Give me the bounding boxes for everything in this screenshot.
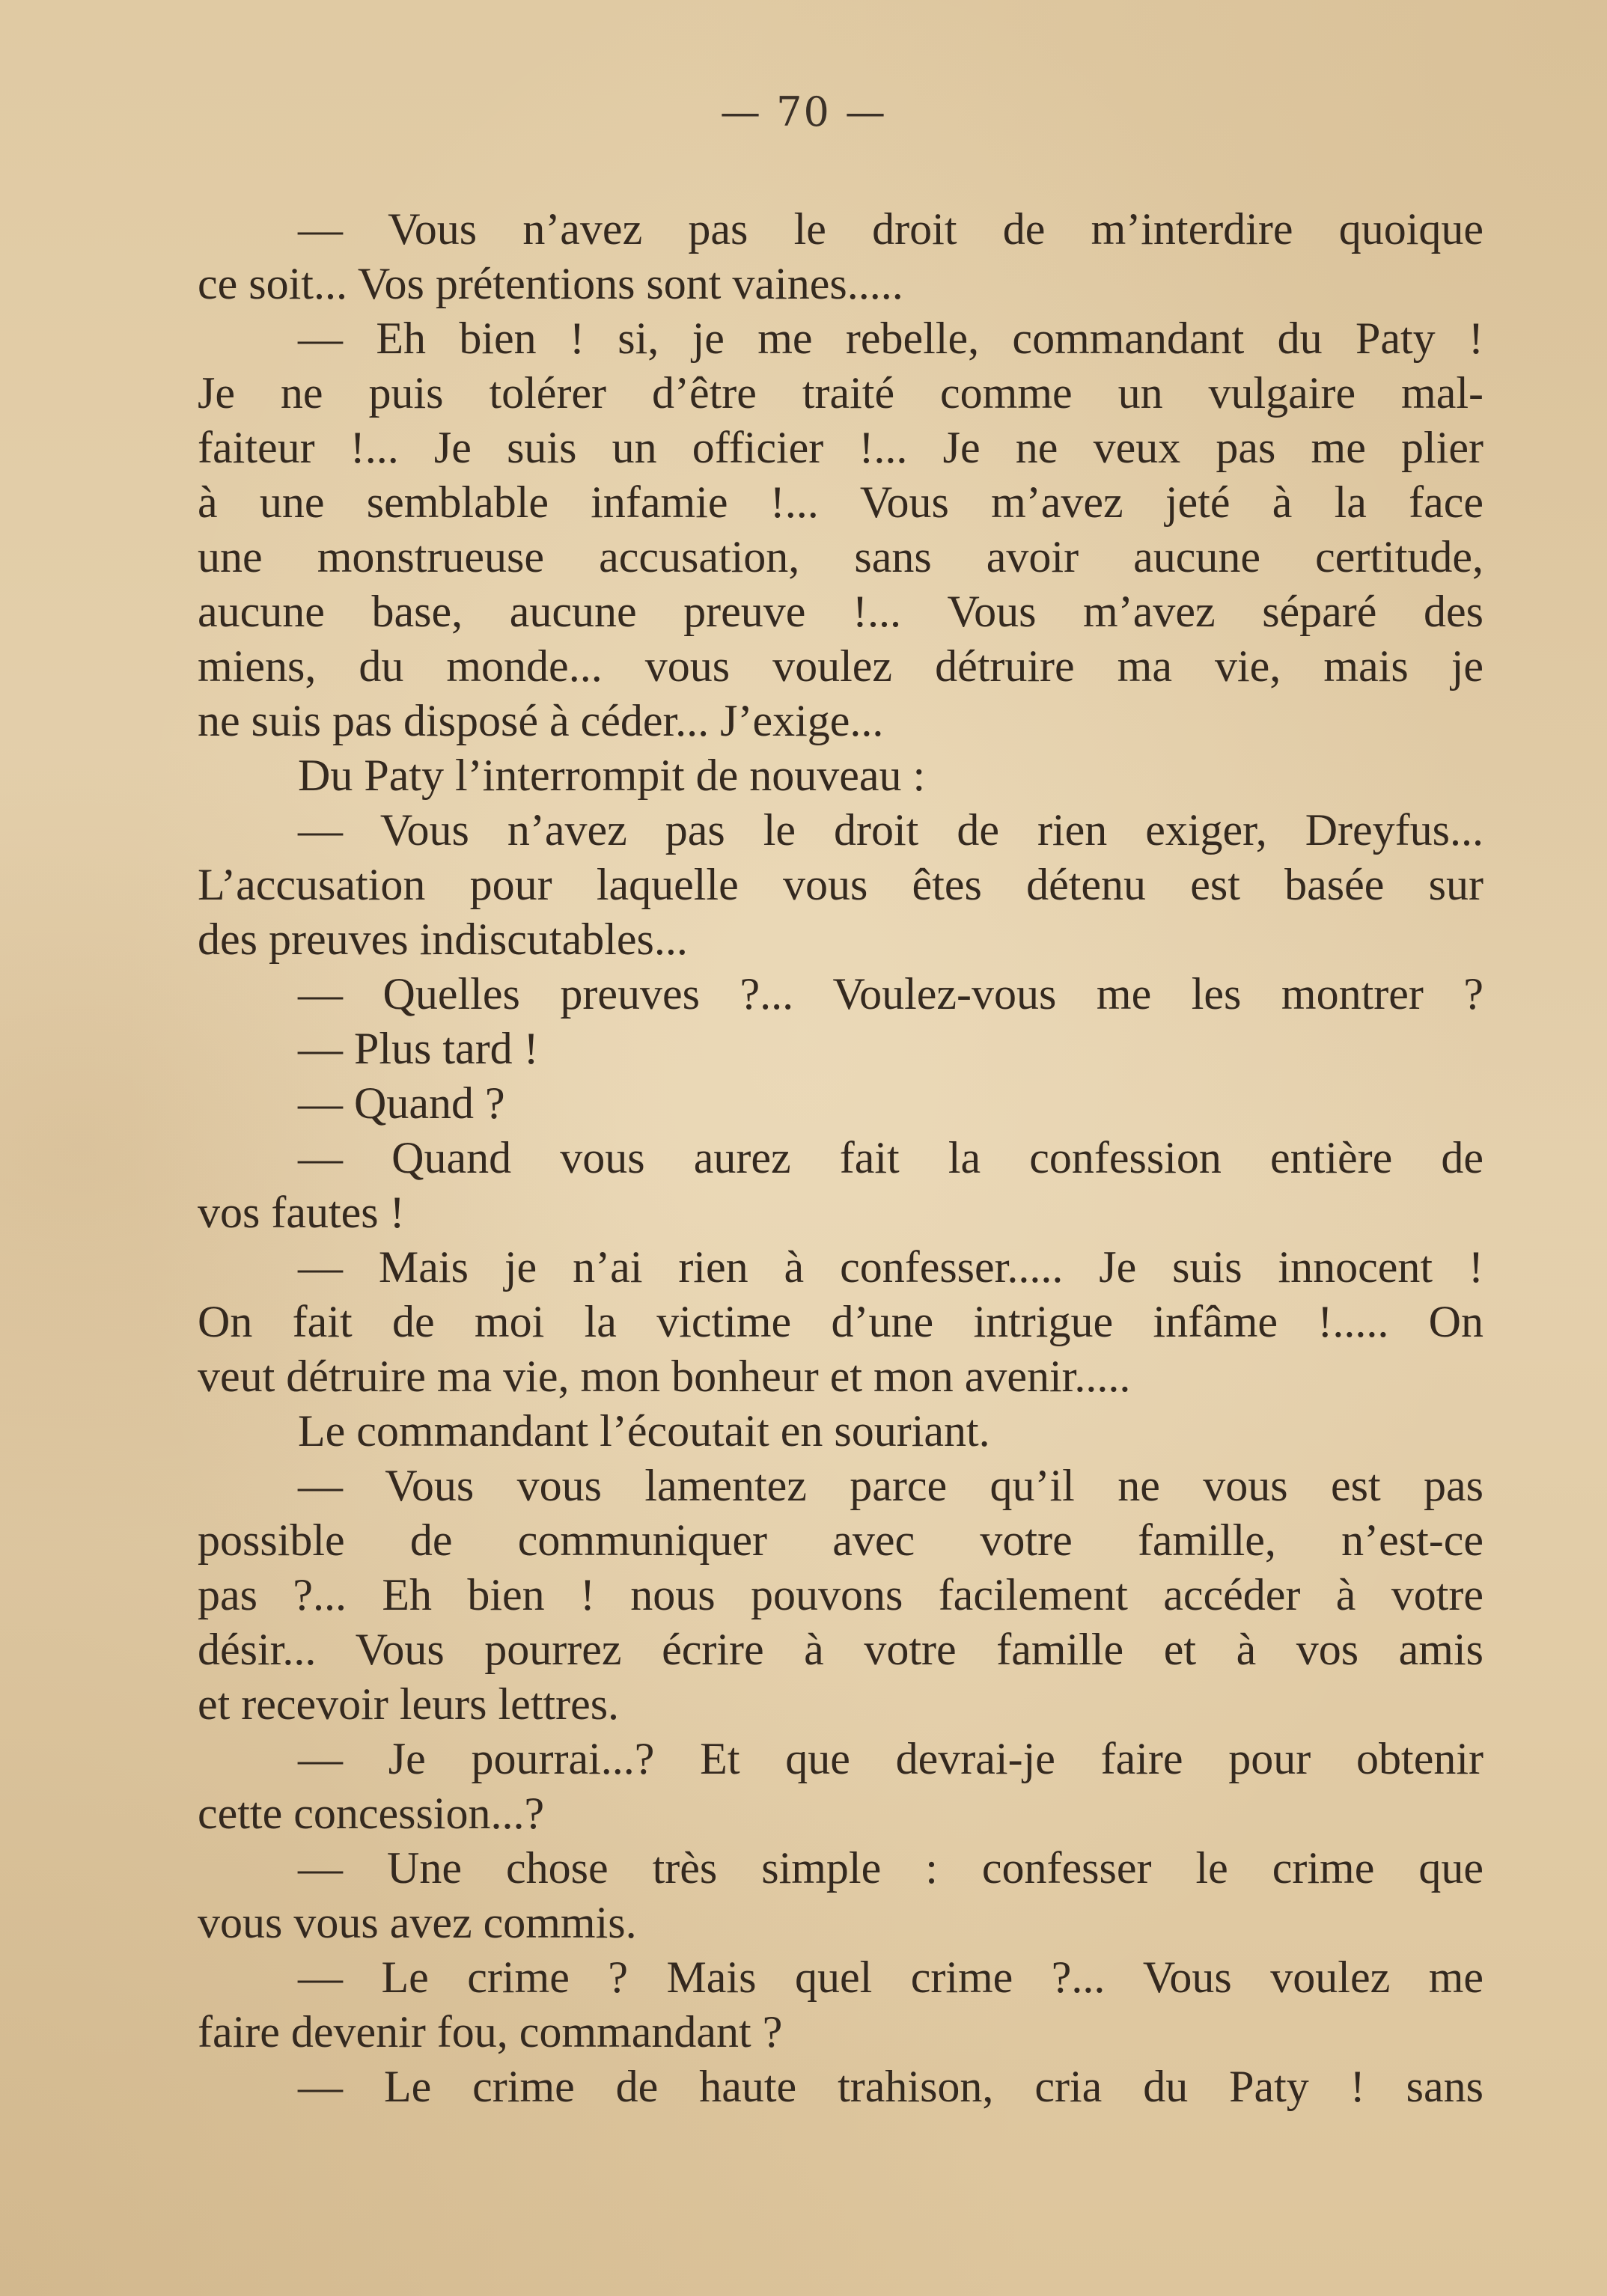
text-line: — Le crime de haute trahison, cria du Paty ! sans: [298, 2062, 1483, 2111]
text-line: des preuves indiscutables...: [198, 915, 688, 964]
text-line: miens, du monde... vous voulez détruire ma vie, mais je: [198, 641, 1483, 691]
text-line: — Plus tard !: [298, 1024, 539, 1073]
text-line: une monstrueuse accusation, sans avoir aucune certitude,: [198, 532, 1483, 581]
page-number: — 70 —: [719, 88, 888, 135]
text-line: Du Paty l’interrompit de nouveau :: [298, 751, 926, 800]
body-text: [198, 202, 1483, 2114]
text-line: — Quand ?: [298, 1078, 505, 1128]
text-line: — Vous n’avez pas le droit de m’interdire quoique: [298, 204, 1483, 254]
text-line: faiteur !... Je suis un officier !... Je ne veux pas me plier: [198, 423, 1483, 472]
text-line: — Eh bien ! si, je me rebelle, commandant du Paty !: [298, 314, 1483, 363]
text-line: Le commandant l’écoutait en souriant.: [298, 1406, 990, 1456]
text-line: — Quand vous aurez fait la confession entière de: [298, 1133, 1483, 1182]
text-line: ne suis pas disposé à céder... J’exige...: [198, 696, 884, 745]
text-line: vos fautes !: [198, 1188, 405, 1237]
text-line: — Vous vous lamentez parce qu’il ne vous est pas: [298, 1461, 1483, 1510]
text-line: veut détruire ma vie, mon bonheur et mon avenir.....: [198, 1352, 1131, 1401]
text-line: possible de communiquer avec votre famille, n’est-ce: [198, 1515, 1483, 1565]
text-line: désir... Vous pourrez écrire à votre famille et à vos amis: [198, 1625, 1483, 1674]
text-line: — Une chose très simple : confesser le crime que: [298, 1843, 1483, 1893]
text-line: — Je pourrai...? Et que devrai-je faire pour obtenir: [298, 1734, 1483, 1783]
text-line: Je ne puis tolérer d’être traité comme un vulgaire mal-: [198, 368, 1483, 418]
text-line: vous vous avez commis.: [198, 1898, 637, 1947]
text-line: pas ?... Eh bien ! nous pouvons facilement accéder à votre: [198, 1570, 1483, 1619]
text-line: — Quelles preuves ?... Voulez-vous me les montrer ?: [298, 969, 1483, 1019]
text-line: — Vous n’avez pas le droit de rien exiger, Dreyfus...: [298, 805, 1483, 855]
text-line: — Mais je n’ai rien à confesser..... Je suis innocent !: [298, 1242, 1483, 1292]
text-line: — Le crime ? Mais quel crime ?... Vous voulez me: [298, 1952, 1483, 2002]
text-line: aucune base, aucune preuve !... Vous m’avez séparé des: [198, 587, 1483, 636]
text-line: à une semblable infamie !... Vous m’avez jeté à la face: [198, 477, 1483, 527]
text-line: et recevoir leurs lettres.: [198, 1679, 620, 1729]
text-line: On fait de moi la victime d’une intrigue infâme !..... On: [198, 1297, 1483, 1346]
text-line: L’accusation pour laquelle vous êtes détenu est basée sur: [198, 860, 1483, 909]
text-line: ce soit... Vos prétentions sont vaines.....: [198, 259, 903, 308]
text-line: cette concession...?: [198, 1789, 545, 1838]
text-line: faire devenir fou, commandant ?: [198, 2007, 783, 2057]
